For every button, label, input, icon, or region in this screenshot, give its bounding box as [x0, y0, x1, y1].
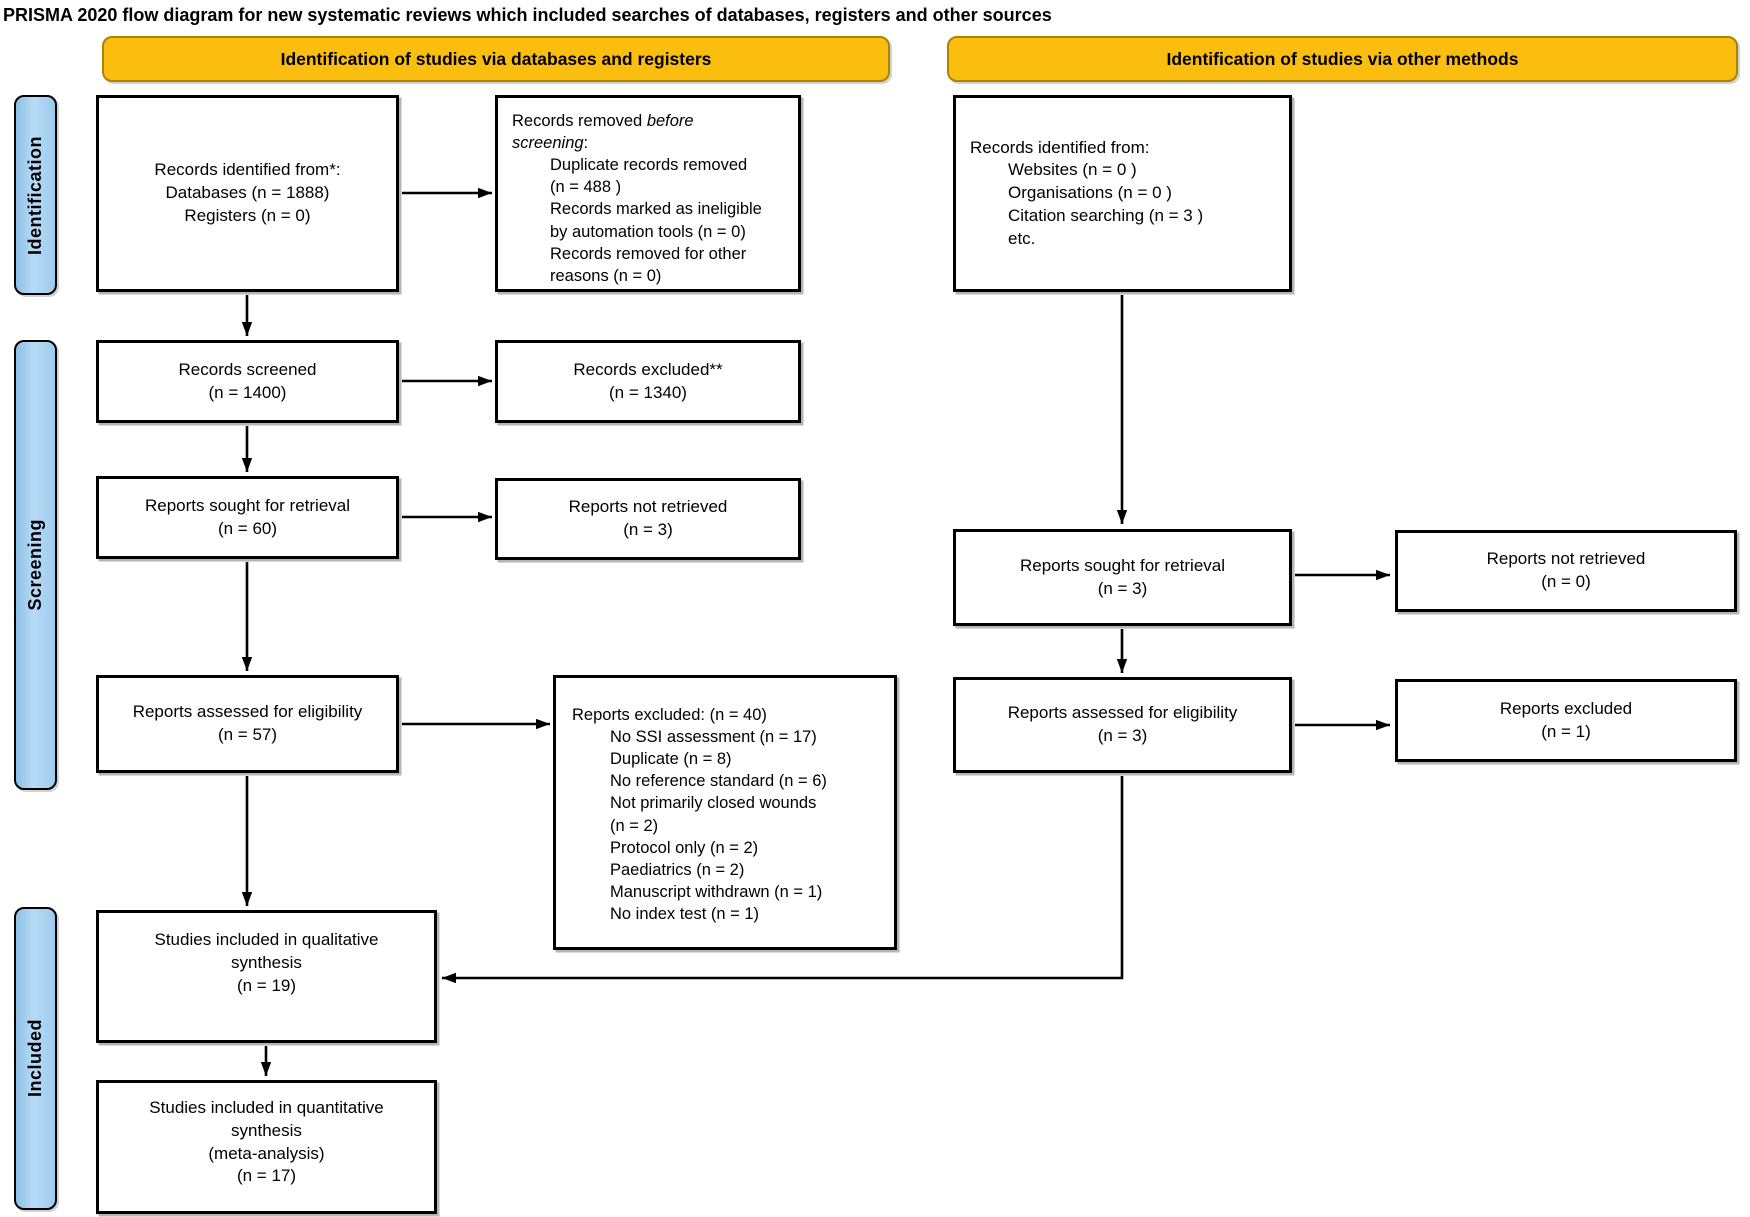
box-reports-not-retrieved-databases-text: Reports not retrieved (n = 3)	[568, 497, 728, 539]
box-reports-sought-databases-text: Reports sought for retrieval (n = 60)	[144, 495, 351, 538]
stage-included-label: Included	[25, 1019, 45, 1098]
box-studies-quantitative-text: Studies included in quantitative synthesis (meta-analysis) (n = 17)	[149, 1098, 384, 1186]
box-records-screened	[96, 340, 399, 423]
box-reports-assessed-databases-text: Reports assessed for eligibility (n = 57)	[132, 702, 363, 744]
box-reports-not-retrieved-databases	[495, 478, 801, 560]
box-reports-not-retrieved-other-text: Reports not retrieved (n = 0)	[1486, 549, 1646, 591]
box-reports-excluded-reasons-text: Reports excluded: (n = 40) No SSI assessment (n = 17) Duplicate (n = 8) No reference standard (n = 6) Not primarily closed wounds (n = 2) Protocol only (n = 2) Paediatrics (n = 2) Manuscript withdrawn (n = 1) No index test (n = 1)	[572, 706, 827, 923]
stage-screening	[14, 340, 57, 790]
box-reports-assessed-databases	[96, 675, 399, 773]
box-records-identified-other-text: Records identified from: Websites (n = 0 ) Organisations (n = 0 ) Citation searching (n = 3 ) etc.	[970, 137, 1204, 248]
box-reports-assessed-other-text: Reports assessed for eligibility (n = 3)	[1007, 703, 1238, 745]
box-records-removed-before-screening	[495, 95, 801, 292]
box-studies-qualitative-synthesis	[96, 910, 437, 1043]
box-records-screened-text: Records screened (n = 1400)	[178, 359, 317, 402]
box-studies-qualitative-text: Studies included in qualitative synthesis (n = 19)	[154, 930, 379, 995]
box-records-removed-text: Records removed before screening: Duplicate records removed (n = 488 ) Records marked as ineligible by automation tools (n = 0) Records removed for other reasons (n = 0)	[512, 112, 762, 285]
box-reports-sought-other	[953, 529, 1292, 626]
box-reports-excluded-other-text: Reports excluded (n = 1)	[1499, 698, 1633, 741]
box-records-excluded-text: Records excluded** (n = 1340)	[573, 359, 723, 402]
stage-screening-label: Screening	[25, 519, 45, 611]
box-studies-quantitative-synthesis	[96, 1080, 437, 1214]
box-reports-not-retrieved-other	[1395, 530, 1737, 612]
stage-included	[14, 907, 57, 1210]
stage-identification-label: Identification	[25, 135, 45, 255]
banner-databases-label: Identification of studies via databases and registers	[280, 48, 712, 69]
box-reports-sought-other-text: Reports sought for retrieval (n = 3)	[1019, 555, 1226, 598]
box-reports-assessed-other	[953, 677, 1292, 773]
box-records-identified-databases	[96, 95, 399, 292]
box-records-excluded	[495, 340, 801, 423]
box-reports-excluded-other	[1395, 679, 1737, 762]
box-records-identified-other	[953, 95, 1292, 292]
box-reports-excluded-reasons	[553, 675, 897, 950]
banner-other-label: Identification of studies via other methods	[1166, 48, 1519, 69]
box-records-identified-databases-text: Records identified from*: Databases (n = 1888) Registers (n = 0)	[154, 160, 341, 225]
stage-identification	[14, 95, 57, 295]
box-reports-sought-databases	[96, 476, 399, 559]
banner-databases-registers	[102, 36, 890, 82]
banner-other-methods	[947, 36, 1738, 82]
diagram-title: PRISMA 2020 flow diagram for new systematic reviews which included searches of databases, registers and other sources	[3, 5, 1052, 25]
